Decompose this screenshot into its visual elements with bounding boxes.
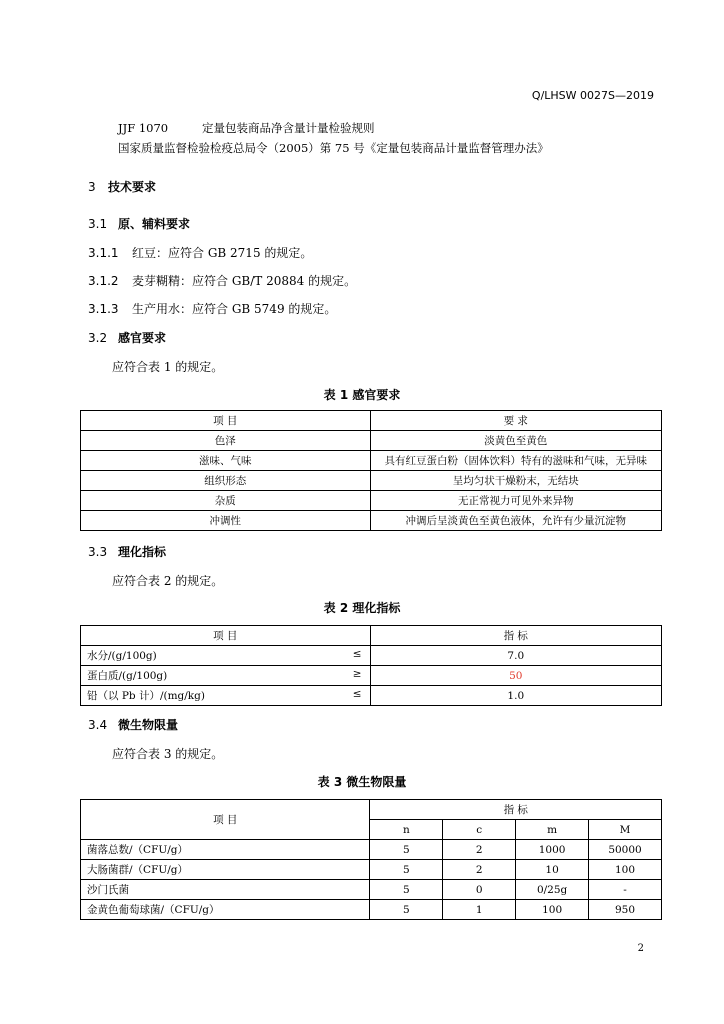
subheader-M: M xyxy=(589,820,662,840)
section-number: 3.1 xyxy=(88,217,108,231)
subheader-c: c xyxy=(443,820,516,840)
comparison-symbol: ≥ xyxy=(352,668,362,680)
table-3-microbiological xyxy=(80,799,662,920)
clause-text: 麦芽糊精：应符合 GB/T 20884 的规定。 xyxy=(132,274,357,288)
table-row xyxy=(81,431,662,451)
row-value: 7.0 xyxy=(370,646,661,666)
column-header-item: 项 目 xyxy=(81,800,370,840)
clause-3-1-1 xyxy=(88,244,312,261)
cell-M: 100 xyxy=(589,860,662,880)
cell-c: 2 xyxy=(443,860,516,880)
section-number: 3.3 xyxy=(88,545,108,559)
item-name: 水分/(g/100g) xyxy=(87,650,157,662)
section-title: 技术要求 xyxy=(108,180,157,194)
subheader-n: n xyxy=(370,820,443,840)
row-item: 冲调性 xyxy=(81,511,371,531)
section-3-4-text: 应符合表 3 的规定。 xyxy=(112,747,224,761)
table-row xyxy=(81,900,662,920)
cell-n: 5 xyxy=(370,880,443,900)
row-item: 大肠菌群/（CFU/g） xyxy=(81,860,370,880)
table-row xyxy=(81,686,662,706)
row-requirement: 冲调后呈淡黄色至黄色液体，允许有少量沉淀物 xyxy=(370,511,662,531)
row-item: 组织形态 xyxy=(81,471,371,491)
table-row xyxy=(81,880,662,900)
table-1-sensory xyxy=(80,410,662,531)
comparison-symbol: ≤ xyxy=(352,688,362,700)
comparison-symbol: ≤ xyxy=(352,648,362,660)
cell-c: 1 xyxy=(443,900,516,920)
table-row xyxy=(81,860,662,880)
section-3-1-heading xyxy=(88,215,190,232)
column-header-requirement: 要 求 xyxy=(370,411,662,431)
row-item: 金黄色葡萄球菌/（CFU/g） xyxy=(81,900,370,920)
table-row xyxy=(81,666,662,686)
row-requirement: 呈均匀状干燥粉末，无结块 xyxy=(370,471,662,491)
table-row xyxy=(81,471,662,491)
cell-M: 50000 xyxy=(589,840,662,860)
row-requirement: 淡黄色至黄色 xyxy=(370,431,662,451)
section-3-2-text: 应符合表 1 的规定。 xyxy=(112,360,224,374)
row-item: 菌落总数/（CFU/g） xyxy=(81,840,370,860)
cell-c: 2 xyxy=(443,840,516,860)
clause-text: 红豆：应符合 GB 2715 的规定。 xyxy=(132,246,313,260)
column-header-index: 指 标 xyxy=(370,626,661,646)
row-value-highlighted: 50 xyxy=(370,666,661,686)
section-3-heading xyxy=(88,178,156,195)
table-1-caption: 表 1 感官要求 xyxy=(323,388,401,402)
row-item: 色泽 xyxy=(81,431,371,451)
cell-n: 5 xyxy=(370,840,443,860)
section-number: 3.2 xyxy=(88,331,108,345)
table-header-row xyxy=(81,800,662,820)
cell-c: 0 xyxy=(443,880,516,900)
table-header-row xyxy=(81,626,662,646)
column-header-item: 项 目 xyxy=(81,626,371,646)
column-header-item: 项 目 xyxy=(81,411,371,431)
section-title: 微生物限量 xyxy=(118,718,179,732)
reference-line-2: 国家质量监督检验检疫总局令（2005）第 75 号《定量包装商品计量监督管理办法》 xyxy=(118,141,549,155)
row-item xyxy=(81,646,371,666)
section-title: 感官要求 xyxy=(118,331,167,345)
row-requirement: 具有红豆蛋白粉（固体饮料）特有的滋味和气味，无异味 xyxy=(370,451,662,471)
clause-number: 3.1.1 xyxy=(88,246,119,260)
page-number: 2 xyxy=(637,943,644,954)
clause-3-1-3 xyxy=(88,300,336,317)
section-3-2-heading xyxy=(88,329,166,346)
table-row xyxy=(81,646,662,666)
section-title: 理化指标 xyxy=(118,545,167,559)
cell-M: 950 xyxy=(589,900,662,920)
table-row xyxy=(81,840,662,860)
table-row xyxy=(81,491,662,511)
section-3-3-text: 应符合表 2 的规定。 xyxy=(112,574,224,588)
row-item: 沙门氏菌 xyxy=(81,880,370,900)
cell-m: 0/25g xyxy=(516,880,589,900)
row-requirement: 无正常视力可见外来异物 xyxy=(370,491,662,511)
clause-text: 生产用水：应符合 GB 5749 的规定。 xyxy=(132,302,337,316)
item-name: 蛋白质/(g/100g) xyxy=(87,670,168,682)
clause-number: 3.1.2 xyxy=(88,274,119,288)
row-item: 滋味、气味 xyxy=(81,451,371,471)
section-3-4-heading xyxy=(88,716,178,733)
subheader-m: m xyxy=(516,820,589,840)
reference-line-1 xyxy=(118,120,375,136)
table-header-row xyxy=(81,411,662,431)
row-item xyxy=(81,686,371,706)
section-3-3-heading xyxy=(88,543,166,560)
clause-number: 3.1.3 xyxy=(88,302,119,316)
reference-code: JJF 1070 xyxy=(118,121,169,135)
cell-m: 1000 xyxy=(516,840,589,860)
cell-M: - xyxy=(589,880,662,900)
clause-3-1-2 xyxy=(88,272,356,289)
section-number: 3.4 xyxy=(88,718,108,732)
row-value: 1.0 xyxy=(370,686,661,706)
cell-n: 5 xyxy=(370,860,443,880)
row-item xyxy=(81,666,371,686)
cell-m: 10 xyxy=(516,860,589,880)
table-2-physicochemical xyxy=(80,625,662,706)
column-header-index: 指 标 xyxy=(370,800,662,820)
row-item: 杂质 xyxy=(81,491,371,511)
section-number: 3 xyxy=(88,180,96,194)
table-2-caption: 表 2 理化指标 xyxy=(323,601,401,615)
table-3-caption: 表 3 微生物限量 xyxy=(317,775,407,789)
cell-n: 5 xyxy=(370,900,443,920)
cell-m: 100 xyxy=(516,900,589,920)
reference-title: 定量包装商品净含量计量检验规则 xyxy=(202,121,375,135)
table-row xyxy=(81,451,662,471)
section-title: 原、辅料要求 xyxy=(118,217,191,231)
item-name: 铅（以 Pb 计）/(mg/kg) xyxy=(87,690,205,702)
table-row xyxy=(81,511,662,531)
document-number: Q/LHSW 0027S—2019 xyxy=(531,89,654,102)
